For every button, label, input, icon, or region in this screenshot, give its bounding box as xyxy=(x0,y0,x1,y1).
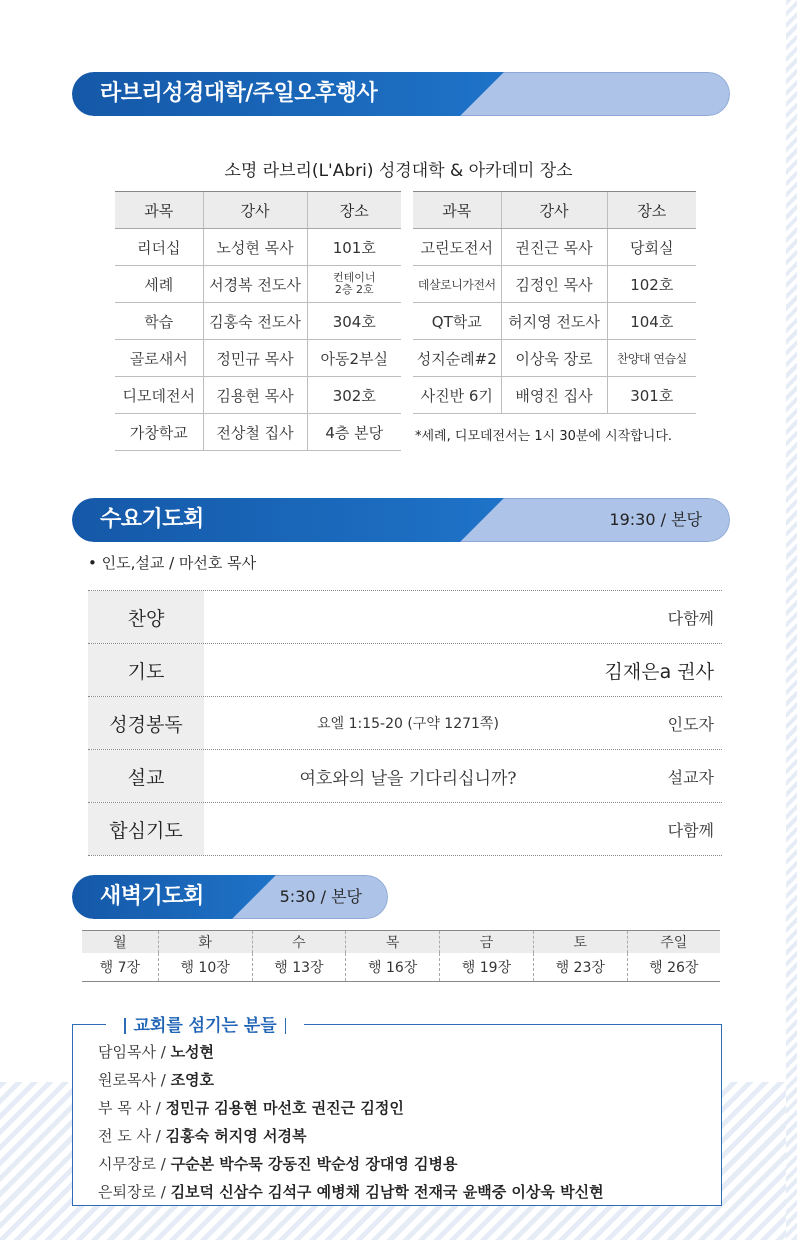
day-cell: 토 xyxy=(533,931,627,954)
order-person: 설교자 xyxy=(667,767,714,787)
instructor-cell: 정민규 목사 xyxy=(203,340,307,377)
instructor-cell: 김홍숙 전도사 xyxy=(203,303,307,340)
instructor-cell: 서경복 전도사 xyxy=(203,266,307,303)
instructor-cell: 노성현 목사 xyxy=(203,229,307,266)
instructor-cell: 전상철 집사 xyxy=(203,414,307,451)
wednesday-banner xyxy=(72,498,730,542)
instructor-cell: 허지영 전도사 xyxy=(501,303,607,340)
subject-cell: 골로새서 xyxy=(115,340,203,377)
table-row xyxy=(413,340,696,377)
day-cell: 수 xyxy=(252,931,346,954)
table-header-row xyxy=(82,931,720,954)
table-row xyxy=(115,229,401,266)
names: 조영호 xyxy=(170,1071,215,1089)
role-label: 담임목사 / xyxy=(98,1043,171,1061)
servants-title-text: 교회를 섬기는 분들 xyxy=(133,1016,277,1036)
academy-table-right xyxy=(413,191,696,414)
list-item xyxy=(88,802,722,856)
header-location: 장소 xyxy=(607,192,696,229)
table-row xyxy=(413,377,696,414)
servants-title xyxy=(106,1011,304,1036)
wednesday-banner-title: 수요기도회 xyxy=(100,507,204,532)
subject-cell: 사진반 6기 xyxy=(413,377,501,414)
instructor-cell: 김용현 목사 xyxy=(203,377,307,414)
table-header-row xyxy=(413,192,696,229)
header-instructor: 강사 xyxy=(501,192,607,229)
day-cell: 월 xyxy=(82,931,158,954)
dawn-banner xyxy=(72,875,388,919)
subject-cell: 데살로니가전서 xyxy=(413,266,501,303)
reading-cell: 행 10장 xyxy=(158,953,252,982)
list-item xyxy=(98,1150,604,1178)
instructor-cell: 이상욱 장로 xyxy=(501,340,607,377)
scripture-reference: 요엘 1:15-20 (구약 1271쪽) xyxy=(317,716,499,732)
order-label: 설교 xyxy=(88,750,204,802)
dawn-time-place: 5:30 / 본당 xyxy=(279,887,362,906)
role-label: 은퇴장로 / xyxy=(98,1183,171,1201)
list-item xyxy=(98,1066,604,1094)
header-instructor: 강사 xyxy=(203,192,307,229)
subject-cell: 가창학교 xyxy=(115,414,203,451)
list-item xyxy=(98,1094,604,1122)
location-cell: 302호 xyxy=(307,377,401,414)
instructor-cell: 김정인 목사 xyxy=(501,266,607,303)
order-person: 다함께 xyxy=(667,820,714,840)
names: 김홍숙 허지영 서경복 xyxy=(165,1127,307,1145)
names: 김보덕 신삼수 김석구 예병채 김남학 전재국 윤백중 이상욱 박신현 xyxy=(170,1183,604,1201)
sermon-title: 여호와의 날을 기다리십니까? xyxy=(299,768,517,789)
list-item xyxy=(98,1038,604,1066)
reading-cell: 행 26장 xyxy=(627,953,720,982)
table-row xyxy=(413,303,696,340)
location-cell-multiline: 컨테이너 2층 2호 xyxy=(332,270,376,296)
reading-cell: 행 7장 xyxy=(82,953,158,982)
reading-cell: 행 23장 xyxy=(533,953,627,982)
table-row xyxy=(115,303,401,340)
names: 정민규 김용현 마선호 권진근 김정인 xyxy=(165,1099,404,1117)
header-location: 장소 xyxy=(307,192,401,229)
subject-cell: 세례 xyxy=(115,266,203,303)
location-cell: 당회실 xyxy=(607,229,696,266)
header-subject: 과목 xyxy=(413,192,501,229)
table-row xyxy=(115,414,401,451)
reading-cell: 행 19장 xyxy=(440,953,534,982)
order-detail xyxy=(204,644,612,696)
subject-cell: 고린도전서 xyxy=(413,229,501,266)
order-detail xyxy=(204,591,612,643)
role-label: 전 도 사 / xyxy=(98,1127,166,1145)
location-cell: 102호 xyxy=(607,266,696,303)
role-label: 원로목사 / xyxy=(98,1071,171,1089)
wednesday-time-place: 19:30 / 본당 xyxy=(609,510,702,529)
table-header-row xyxy=(115,192,401,229)
order-label: 합심기도 xyxy=(88,803,204,855)
location-cell xyxy=(307,266,401,303)
instructor-cell: 배영진 집사 xyxy=(501,377,607,414)
reading-cell: 행 13장 xyxy=(252,953,346,982)
subject-cell: 성지순례#2 xyxy=(413,340,501,377)
names: 노성현 xyxy=(170,1043,215,1061)
academy-table-title: 소명 라브리(L'Abri) 성경대학 & 아카데미 장소 xyxy=(224,161,573,181)
table-row xyxy=(115,340,401,377)
subject-cell: 리더십 xyxy=(115,229,203,266)
dawn-reading-table xyxy=(82,930,720,982)
wednesday-order-list xyxy=(88,590,722,856)
table-row xyxy=(115,266,401,303)
order-label: 찬양 xyxy=(88,591,204,643)
subject-cell: 학습 xyxy=(115,303,203,340)
table-row xyxy=(413,229,696,266)
instructor-cell: 권진근 목사 xyxy=(501,229,607,266)
location-cell: 301호 xyxy=(607,377,696,414)
order-detail xyxy=(204,803,612,855)
role-label: 시무장로 / xyxy=(98,1155,171,1173)
names: 구순본 박수묵 강동진 박순성 장대영 김병용 xyxy=(170,1155,458,1173)
list-item xyxy=(88,590,722,643)
location-cell: 아동2부실 xyxy=(307,340,401,377)
order-person: 김재은a 권사 xyxy=(604,660,714,683)
table-row xyxy=(115,377,401,414)
location-cell: 4층 본당 xyxy=(307,414,401,451)
list-item xyxy=(88,643,722,696)
subject-cell: 디모데전서 xyxy=(115,377,203,414)
labri-banner xyxy=(72,72,730,116)
day-cell: 화 xyxy=(158,931,252,954)
location-cell: 101호 xyxy=(307,229,401,266)
order-person: 인도자 xyxy=(667,714,714,734)
list-item xyxy=(88,749,722,802)
location-cell: 104호 xyxy=(607,303,696,340)
table-row xyxy=(82,953,720,982)
title-bar-left xyxy=(124,1018,126,1034)
academy-table-left xyxy=(115,191,401,451)
order-label: 기도 xyxy=(88,644,204,696)
list-item xyxy=(98,1178,604,1206)
subject-cell: QT학교 xyxy=(413,303,501,340)
order-label: 성경봉독 xyxy=(88,697,204,749)
role-label: 부 목 사 / xyxy=(98,1099,166,1117)
reading-cell: 행 16장 xyxy=(346,953,440,982)
header-subject: 과목 xyxy=(115,192,203,229)
table-row xyxy=(413,266,696,303)
list-item xyxy=(88,696,722,749)
location-cell: 찬양대 연습실 xyxy=(607,340,696,377)
servants-list xyxy=(98,1038,604,1206)
order-person: 다함께 xyxy=(667,608,714,628)
labri-banner-title: 라브리성경대학/주일오후행사 xyxy=(100,81,378,106)
academy-note: *세례, 디모데전서는 1시 30분에 시작합니다. xyxy=(415,429,673,444)
wednesday-leader: • 인도,설교 / 마선호 목사 xyxy=(88,554,257,572)
day-cell: 금 xyxy=(440,931,534,954)
right-edge-stripes xyxy=(786,0,797,1240)
dawn-banner-title: 새벽기도회 xyxy=(100,884,204,909)
day-cell: 주일 xyxy=(627,931,720,954)
list-item xyxy=(98,1122,604,1150)
title-bar-right xyxy=(285,1018,287,1034)
day-cell: 목 xyxy=(346,931,440,954)
location-cell: 304호 xyxy=(307,303,401,340)
